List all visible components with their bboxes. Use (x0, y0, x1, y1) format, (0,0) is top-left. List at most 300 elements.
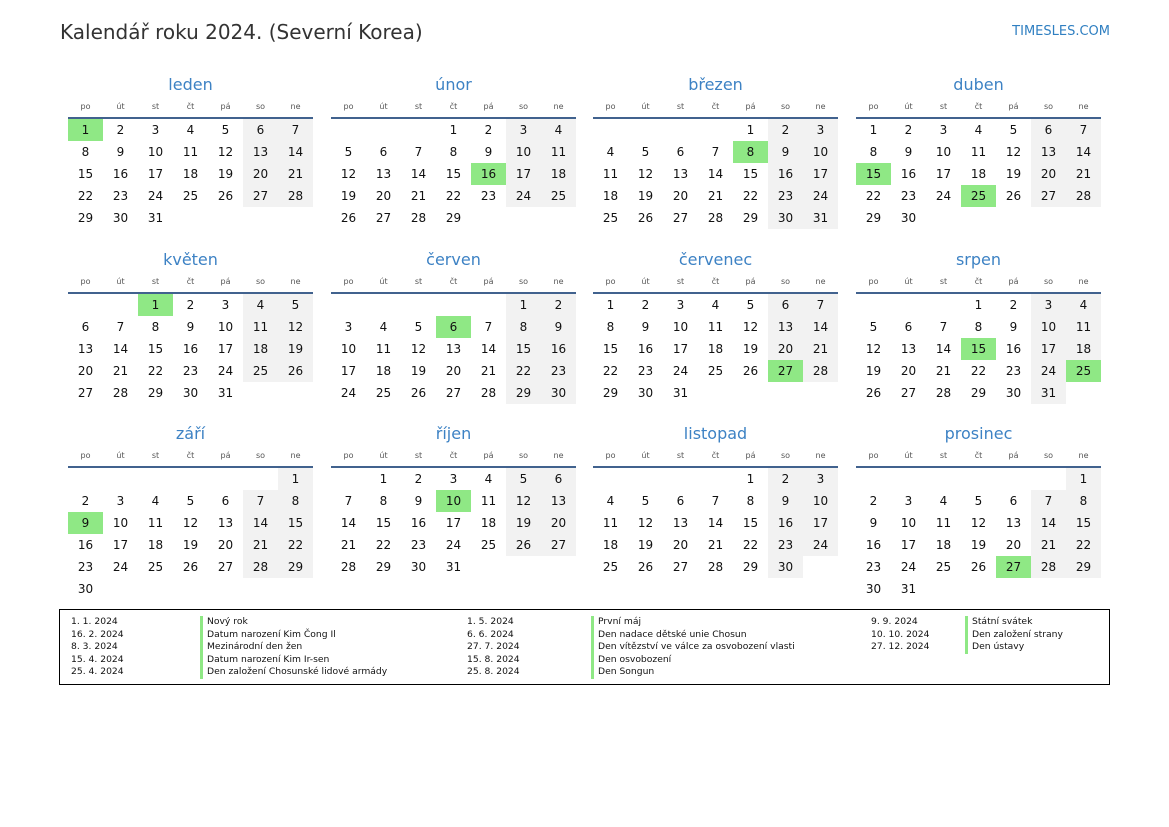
day-cell: 17 (803, 163, 838, 185)
day-cell: 12 (217, 145, 234, 159)
day-cell: 4 (711, 298, 720, 312)
weekday-label: st (414, 451, 423, 460)
day-cell: 15 (445, 167, 462, 181)
day-cell: 18 (707, 342, 724, 356)
day-cell: 21 (1031, 534, 1066, 556)
weekday-label: po (343, 451, 354, 460)
day-cell: 1 (974, 298, 983, 312)
day-cell: 7 (711, 494, 720, 508)
day-cell: 9 (641, 320, 650, 334)
day-cell: 16 (77, 538, 94, 552)
weekday-label: čt (974, 451, 983, 460)
weekday-label: čt (186, 451, 195, 460)
empty-cell (436, 294, 471, 316)
day-cell: 25 (147, 560, 164, 574)
day-cell: 11 (480, 494, 497, 508)
day-cell: 6 (1009, 494, 1018, 508)
day-cell: 8 (449, 145, 458, 159)
day-cell: 26 (410, 386, 427, 400)
day-cell: 22 (77, 189, 94, 203)
month-srpen (856, 249, 1101, 404)
day-cell: 29 (742, 560, 759, 574)
legend-date: 25. 4. 2024 (71, 666, 124, 677)
day-cell: 19 (217, 167, 234, 181)
day-cell: 21 (707, 189, 724, 203)
weekday-header (856, 101, 1101, 119)
day-cell: 20 (672, 189, 689, 203)
day-cell: 27 (900, 386, 917, 400)
day-cell: 8 (974, 320, 983, 334)
day-cell: 25 (935, 560, 952, 574)
day-cell: 23 (182, 364, 199, 378)
weekday-label: po (343, 277, 354, 286)
day-cell: 21 (410, 189, 427, 203)
day-cell: 20 (375, 189, 392, 203)
weekday-label: so (518, 277, 529, 286)
day-cell: 19 (637, 189, 654, 203)
day-cell: 11 (243, 316, 278, 338)
day-grid (856, 294, 1101, 404)
day-cell: 7 (243, 490, 278, 512)
holiday-day: 9 (68, 512, 103, 534)
legend-holiday-name: Státní svátek (965, 616, 1032, 629)
empty-cell (996, 468, 1031, 490)
day-cell: 16 (865, 538, 882, 552)
day-cell: 20 (77, 364, 94, 378)
day-cell: 6 (379, 145, 388, 159)
day-cell: 20 (541, 512, 576, 534)
day-cell: 8 (81, 145, 90, 159)
day-cell: 28 (935, 386, 952, 400)
holiday-day: 15 (961, 338, 996, 360)
day-cell: 8 (1066, 490, 1101, 512)
day-cell: 1 (606, 298, 615, 312)
day-cell: 8 (278, 490, 313, 512)
day-grid (856, 468, 1101, 600)
holiday-day: 16 (471, 163, 506, 185)
day-cell: 3 (939, 123, 948, 137)
day-cell: 13 (768, 316, 803, 338)
day-cell: 22 (147, 364, 164, 378)
day-cell: 12 (1005, 145, 1022, 159)
day-cell: 14 (1066, 141, 1101, 163)
day-cell: 18 (935, 538, 952, 552)
day-cell: 14 (480, 342, 497, 356)
weekday-label: po (868, 451, 879, 460)
day-cell: 8 (151, 320, 160, 334)
day-cell: 3 (116, 494, 125, 508)
weekday-label: pá (745, 277, 756, 286)
empty-cell (628, 468, 663, 490)
day-cell: 29 (742, 211, 759, 225)
day-cell: 7 (278, 119, 313, 141)
weekday-label: čt (711, 451, 720, 460)
weekday-label: so (255, 451, 266, 460)
day-cell: 22 (1066, 534, 1101, 556)
day-grid (856, 119, 1101, 229)
day-cell: 7 (414, 145, 423, 159)
day-cell: 10 (217, 320, 234, 334)
day-cell: 17 (506, 163, 541, 185)
day-cell: 31 (672, 386, 689, 400)
legend-holiday-name: Den založení Chosunské lidové armády (200, 666, 387, 679)
day-cell: 6 (81, 320, 90, 334)
weekday-label: út (116, 277, 125, 286)
legend-date: 16. 2. 2024 (71, 628, 124, 640)
day-cell: 6 (768, 294, 803, 316)
day-cell: 3 (904, 494, 913, 508)
empty-cell (401, 294, 436, 316)
weekday-label: po (343, 102, 354, 111)
day-cell: 2 (869, 494, 878, 508)
empty-cell (926, 468, 961, 490)
day-cell: 17 (147, 167, 164, 181)
day-cell: 22 (278, 534, 313, 556)
day-cell: 25 (602, 560, 619, 574)
empty-cell (103, 468, 138, 490)
weekday-label: ne (290, 102, 301, 111)
day-cell: 9 (768, 141, 803, 163)
weekday-label: pá (1008, 102, 1019, 111)
day-cell: 26 (182, 560, 199, 574)
day-cell: 30 (410, 560, 427, 574)
empty-cell (208, 468, 243, 490)
day-cell: 8 (869, 145, 878, 159)
day-cell: 26 (1005, 189, 1022, 203)
day-cell: 12 (506, 490, 541, 512)
weekday-label: út (379, 451, 388, 460)
day-cell: 1 (449, 123, 458, 137)
day-cell: 26 (865, 386, 882, 400)
day-cell: 16 (900, 167, 917, 181)
weekday-label: st (151, 277, 160, 286)
day-cell: 2 (414, 472, 423, 486)
day-cell: 30 (900, 211, 917, 225)
day-grid (68, 119, 313, 229)
day-cell: 1 (1066, 468, 1101, 490)
day-cell: 25 (707, 364, 724, 378)
weekday-label: st (939, 451, 948, 460)
day-cell: 5 (414, 320, 423, 334)
legend-date: 10. 10. 2024 (871, 628, 930, 640)
day-cell: 5 (506, 468, 541, 490)
day-cell: 26 (340, 211, 357, 225)
weekday-label: čt (974, 277, 983, 286)
legend-holiday-name: Den ústavy (965, 641, 1024, 654)
day-cell: 26 (217, 189, 234, 203)
weekday-label: pá (1008, 277, 1019, 286)
day-cell: 17 (112, 538, 129, 552)
day-cell: 28 (112, 386, 129, 400)
day-cell: 30 (77, 582, 94, 596)
legend-holiday-name: Den založení strany (965, 629, 1063, 642)
empty-cell (243, 468, 278, 490)
day-cell: 12 (742, 320, 759, 334)
day-cell: 23 (768, 534, 803, 556)
day-cell: 31 (1031, 382, 1066, 404)
day-cell: 26 (637, 560, 654, 574)
day-cell: 6 (1031, 119, 1066, 141)
day-cell: 29 (278, 556, 313, 578)
day-cell: 19 (865, 364, 882, 378)
site-link[interactable]: TIMESLES.COM (1012, 24, 1110, 39)
weekday-label: so (518, 451, 529, 460)
day-cell: 14 (410, 167, 427, 181)
day-cell: 2 (541, 294, 576, 316)
legend-date: 27. 12. 2024 (871, 641, 930, 652)
day-cell: 9 (904, 145, 913, 159)
day-cell: 28 (243, 556, 278, 578)
day-grid (331, 294, 576, 404)
day-cell: 19 (970, 538, 987, 552)
day-cell: 21 (935, 364, 952, 378)
day-cell: 16 (637, 342, 654, 356)
day-cell: 23 (410, 538, 427, 552)
empty-cell (68, 468, 103, 490)
day-cell: 30 (112, 211, 129, 225)
weekday-label: po (868, 102, 879, 111)
day-cell: 9 (541, 316, 576, 338)
legend-date: 25. 8. 2024 (467, 666, 520, 677)
weekday-label: po (605, 451, 616, 460)
weekday-label: so (780, 102, 791, 111)
day-cell: 24 (147, 189, 164, 203)
day-cell: 10 (112, 516, 129, 530)
day-cell: 16 (112, 167, 129, 181)
day-cell: 22 (375, 538, 392, 552)
day-cell: 31 (445, 560, 462, 574)
day-cell: 3 (676, 298, 685, 312)
day-cell: 17 (340, 364, 357, 378)
month-name: duben (953, 75, 1004, 94)
day-cell: 23 (637, 364, 654, 378)
day-cell: 24 (803, 534, 838, 556)
day-cell: 21 (480, 364, 497, 378)
day-cell: 14 (1031, 512, 1066, 534)
day-cell: 5 (278, 294, 313, 316)
weekday-label: pá (483, 277, 494, 286)
day-cell: 17 (803, 512, 838, 534)
legend-holiday-name: Den nadace dětské unie Chosun (591, 629, 747, 642)
day-cell: 16 (410, 516, 427, 530)
day-cell: 5 (186, 494, 195, 508)
day-cell: 28 (278, 185, 313, 207)
weekday-label: po (80, 277, 91, 286)
day-grid (593, 119, 838, 229)
day-cell: 13 (672, 516, 689, 530)
weekday-header (331, 450, 576, 468)
weekday-label: po (605, 102, 616, 111)
day-cell: 22 (865, 189, 882, 203)
day-cell: 2 (186, 298, 195, 312)
day-cell: 11 (375, 342, 392, 356)
day-cell: 24 (935, 189, 952, 203)
day-cell: 14 (707, 167, 724, 181)
day-cell: 18 (182, 167, 199, 181)
day-cell: 12 (637, 516, 654, 530)
day-cell: 5 (869, 320, 878, 334)
day-cell: 13 (672, 167, 689, 181)
day-cell: 29 (445, 211, 462, 225)
holiday-day: 6 (436, 316, 471, 338)
weekday-label: čt (449, 277, 458, 286)
day-cell: 6 (904, 320, 913, 334)
weekday-header (593, 450, 838, 468)
day-cell: 23 (541, 360, 576, 382)
day-cell: 9 (768, 490, 803, 512)
day-cell: 21 (278, 163, 313, 185)
day-cell: 2 (768, 119, 803, 141)
day-cell: 22 (445, 189, 462, 203)
day-cell: 28 (803, 360, 838, 382)
day-cell: 25 (541, 185, 576, 207)
month-říjen (331, 423, 576, 578)
day-cell: 20 (243, 163, 278, 185)
day-cell: 7 (484, 320, 493, 334)
day-cell: 14 (935, 342, 952, 356)
day-cell: 24 (112, 560, 129, 574)
day-cell: 14 (278, 141, 313, 163)
day-cell: 17 (672, 342, 689, 356)
legend-date: 27. 7. 2024 (467, 641, 520, 652)
month-name: leden (168, 75, 213, 94)
day-cell: 25 (602, 211, 619, 225)
day-cell: 14 (243, 512, 278, 534)
holiday-day: 25 (1066, 360, 1101, 382)
day-cell: 12 (278, 316, 313, 338)
day-cell: 16 (768, 163, 803, 185)
day-cell: 18 (541, 163, 576, 185)
holiday-day: 1 (138, 294, 173, 316)
day-cell: 27 (217, 560, 234, 574)
day-cell: 29 (865, 211, 882, 225)
day-cell: 9 (116, 145, 125, 159)
weekday-label: ne (815, 451, 826, 460)
empty-cell (138, 468, 173, 490)
weekday-label: út (904, 451, 913, 460)
holiday-day: 8 (733, 141, 768, 163)
day-cell: 13 (1031, 141, 1066, 163)
weekday-label: ne (553, 451, 564, 460)
day-cell: 24 (900, 560, 917, 574)
day-cell: 4 (606, 494, 615, 508)
day-cell: 11 (541, 141, 576, 163)
day-cell: 7 (1066, 119, 1101, 141)
month-únor (331, 74, 576, 229)
day-cell: 23 (865, 560, 882, 574)
weekday-label: so (1043, 277, 1054, 286)
day-cell: 2 (641, 298, 650, 312)
month-name: červen (426, 250, 481, 269)
holiday-legend (59, 609, 1110, 685)
day-cell: 8 (379, 494, 388, 508)
empty-cell (68, 294, 103, 316)
day-cell: 19 (506, 512, 541, 534)
day-cell: 4 (151, 494, 160, 508)
day-cell: 6 (541, 468, 576, 490)
weekday-label: ne (1078, 451, 1089, 460)
day-cell: 2 (484, 123, 493, 137)
day-cell: 21 (112, 364, 129, 378)
day-cell: 14 (803, 316, 838, 338)
legend-date: 1. 5. 2024 (467, 616, 514, 627)
legend-date: 6. 6. 2024 (467, 628, 514, 640)
empty-cell (856, 294, 891, 316)
day-cell: 29 (506, 382, 541, 404)
empty-cell (628, 119, 663, 141)
day-grid (68, 294, 313, 404)
day-cell: 3 (449, 472, 458, 486)
day-cell: 29 (1066, 556, 1101, 578)
weekday-label: st (676, 277, 685, 286)
day-cell: 9 (186, 320, 195, 334)
holiday-day: 27 (768, 360, 803, 382)
day-cell: 27 (243, 185, 278, 207)
month-květen (68, 249, 313, 404)
day-cell: 18 (375, 364, 392, 378)
day-cell: 6 (676, 145, 685, 159)
day-cell: 5 (641, 145, 650, 159)
month-name: říjen (435, 424, 472, 443)
day-cell: 23 (768, 185, 803, 207)
day-cell: 26 (742, 364, 759, 378)
empty-cell (401, 119, 436, 141)
day-cell: 18 (602, 538, 619, 552)
weekday-label: út (116, 451, 125, 460)
day-cell: 4 (541, 119, 576, 141)
day-cell: 2 (81, 494, 90, 508)
day-cell: 15 (1066, 512, 1101, 534)
day-grid (593, 294, 838, 404)
weekday-label: út (904, 277, 913, 286)
day-cell: 24 (340, 386, 357, 400)
weekday-label: po (80, 102, 91, 111)
day-cell: 21 (1066, 163, 1101, 185)
day-cell: 17 (217, 342, 234, 356)
day-cell: 15 (602, 342, 619, 356)
day-cell: 10 (147, 145, 164, 159)
day-cell: 25 (480, 538, 497, 552)
day-cell: 11 (147, 516, 164, 530)
day-cell: 11 (935, 516, 952, 530)
weekday-label: út (379, 102, 388, 111)
day-cell: 31 (900, 582, 917, 596)
month-name: prosinec (944, 424, 1013, 443)
day-cell: 16 (768, 512, 803, 534)
day-cell: 12 (410, 342, 427, 356)
day-cell: 20 (445, 364, 462, 378)
legend-holiday-name: Den Songun (591, 666, 654, 679)
weekday-label: čt (186, 277, 195, 286)
day-cell: 18 (602, 189, 619, 203)
weekday-label: út (904, 102, 913, 111)
day-cell: 13 (217, 516, 234, 530)
empty-cell (331, 468, 366, 490)
day-cell: 14 (340, 516, 357, 530)
day-cell: 19 (340, 189, 357, 203)
day-cell: 4 (1066, 294, 1101, 316)
day-cell: 27 (375, 211, 392, 225)
month-duben (856, 74, 1101, 229)
day-cell: 5 (641, 494, 650, 508)
weekday-header (331, 276, 576, 294)
day-cell: 21 (340, 538, 357, 552)
day-cell: 10 (1031, 316, 1066, 338)
day-cell: 7 (711, 145, 720, 159)
weekday-label: ne (553, 102, 564, 111)
day-cell: 10 (803, 141, 838, 163)
day-cell: 15 (742, 516, 759, 530)
